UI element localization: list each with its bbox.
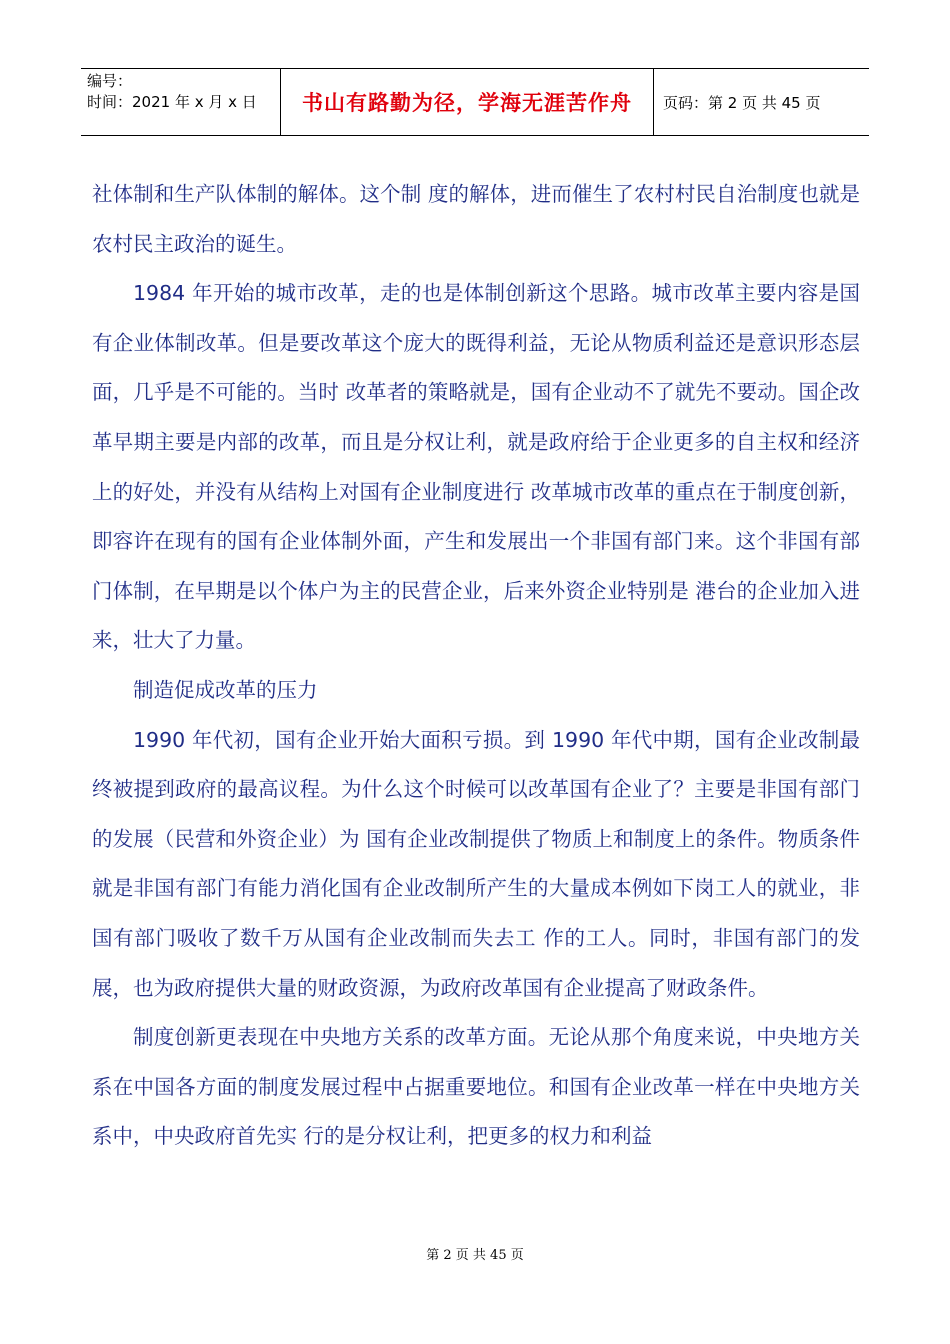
section-heading: 制造促成改革的压力 [133,677,318,702]
header-page-info: 页码：第 2 页 共 45 页 [663,93,821,112]
page-footer: 第 2 页 共 45 页 [426,1248,524,1263]
document-body [92,170,860,1162]
header-motto: 书山有路勤为径，学海无涯苦作舟 [281,69,654,135]
header-meta [81,69,281,135]
paragraph: 制度创新更表现在中央地方关系的改革方面。无论从那个角度来说，中央地方关系在中国各方面的制度发展过程中占据重要地位。和国有企业改革一样在中央地方关系中，中央政府首先实 行的是分权让利，把更多的权力和利益 [92,1025,860,1149]
date-label: 时间：2021 年 x 月 x 日 [87,93,257,111]
paragraph: 1984 年开始的城市改革，走的也是体制创新这个思路。城市改革主要内容是国有企业体制改革。但是要改革这个庞大的既得利益，无论从物质利益还是意识形态层面，几乎是不可能的。当时 改革者的策略就是，国有企业动不了就先不要动。国企改革早期主要是内部的改革，而且是分权让利，就是政府给于企业更多的自主权和经济上的好处，并没有从结构上对国有企业制度进行 改革城市改革的重点在于制度创新，即容许在现有的国有企业体制外面，产生和发展出一个非国有部门来。这个非国有部门体制，在早期是以个体户为主的民营企业，后来外资企业特别是 港台的企业加入进来，壮大了力量。 [92,281,860,653]
paragraph: 1990 年代初，国有企业开始大面积亏损。到 1990 年代中期，国有企业改制最终被提到政府的最高议程。为什么这个时候可以改革国有企业了？主要是非国有部门的发展（民营和外资企业）为 国有企业改制提供了物质上和制度上的条件。物质条件就是非国有部门有能力消化国有企业改制所产生的大量成本例如下岗工人的就业，非国有部门吸收了数千万从国有企业改制而失去工 作的工人。同时，非国有部门的发展，也为政府提供大量的财政资源，为政府改革国有企业提高了财政条件。 [92,727,860,1000]
paragraph: 社体制和生产队体制的解体。这个制 度的解体，进而催生了农村村民自治制度也就是农村民主政治的诞生。 [92,182,860,256]
serial-label: 编号： [87,72,133,90]
page-header [81,68,869,136]
